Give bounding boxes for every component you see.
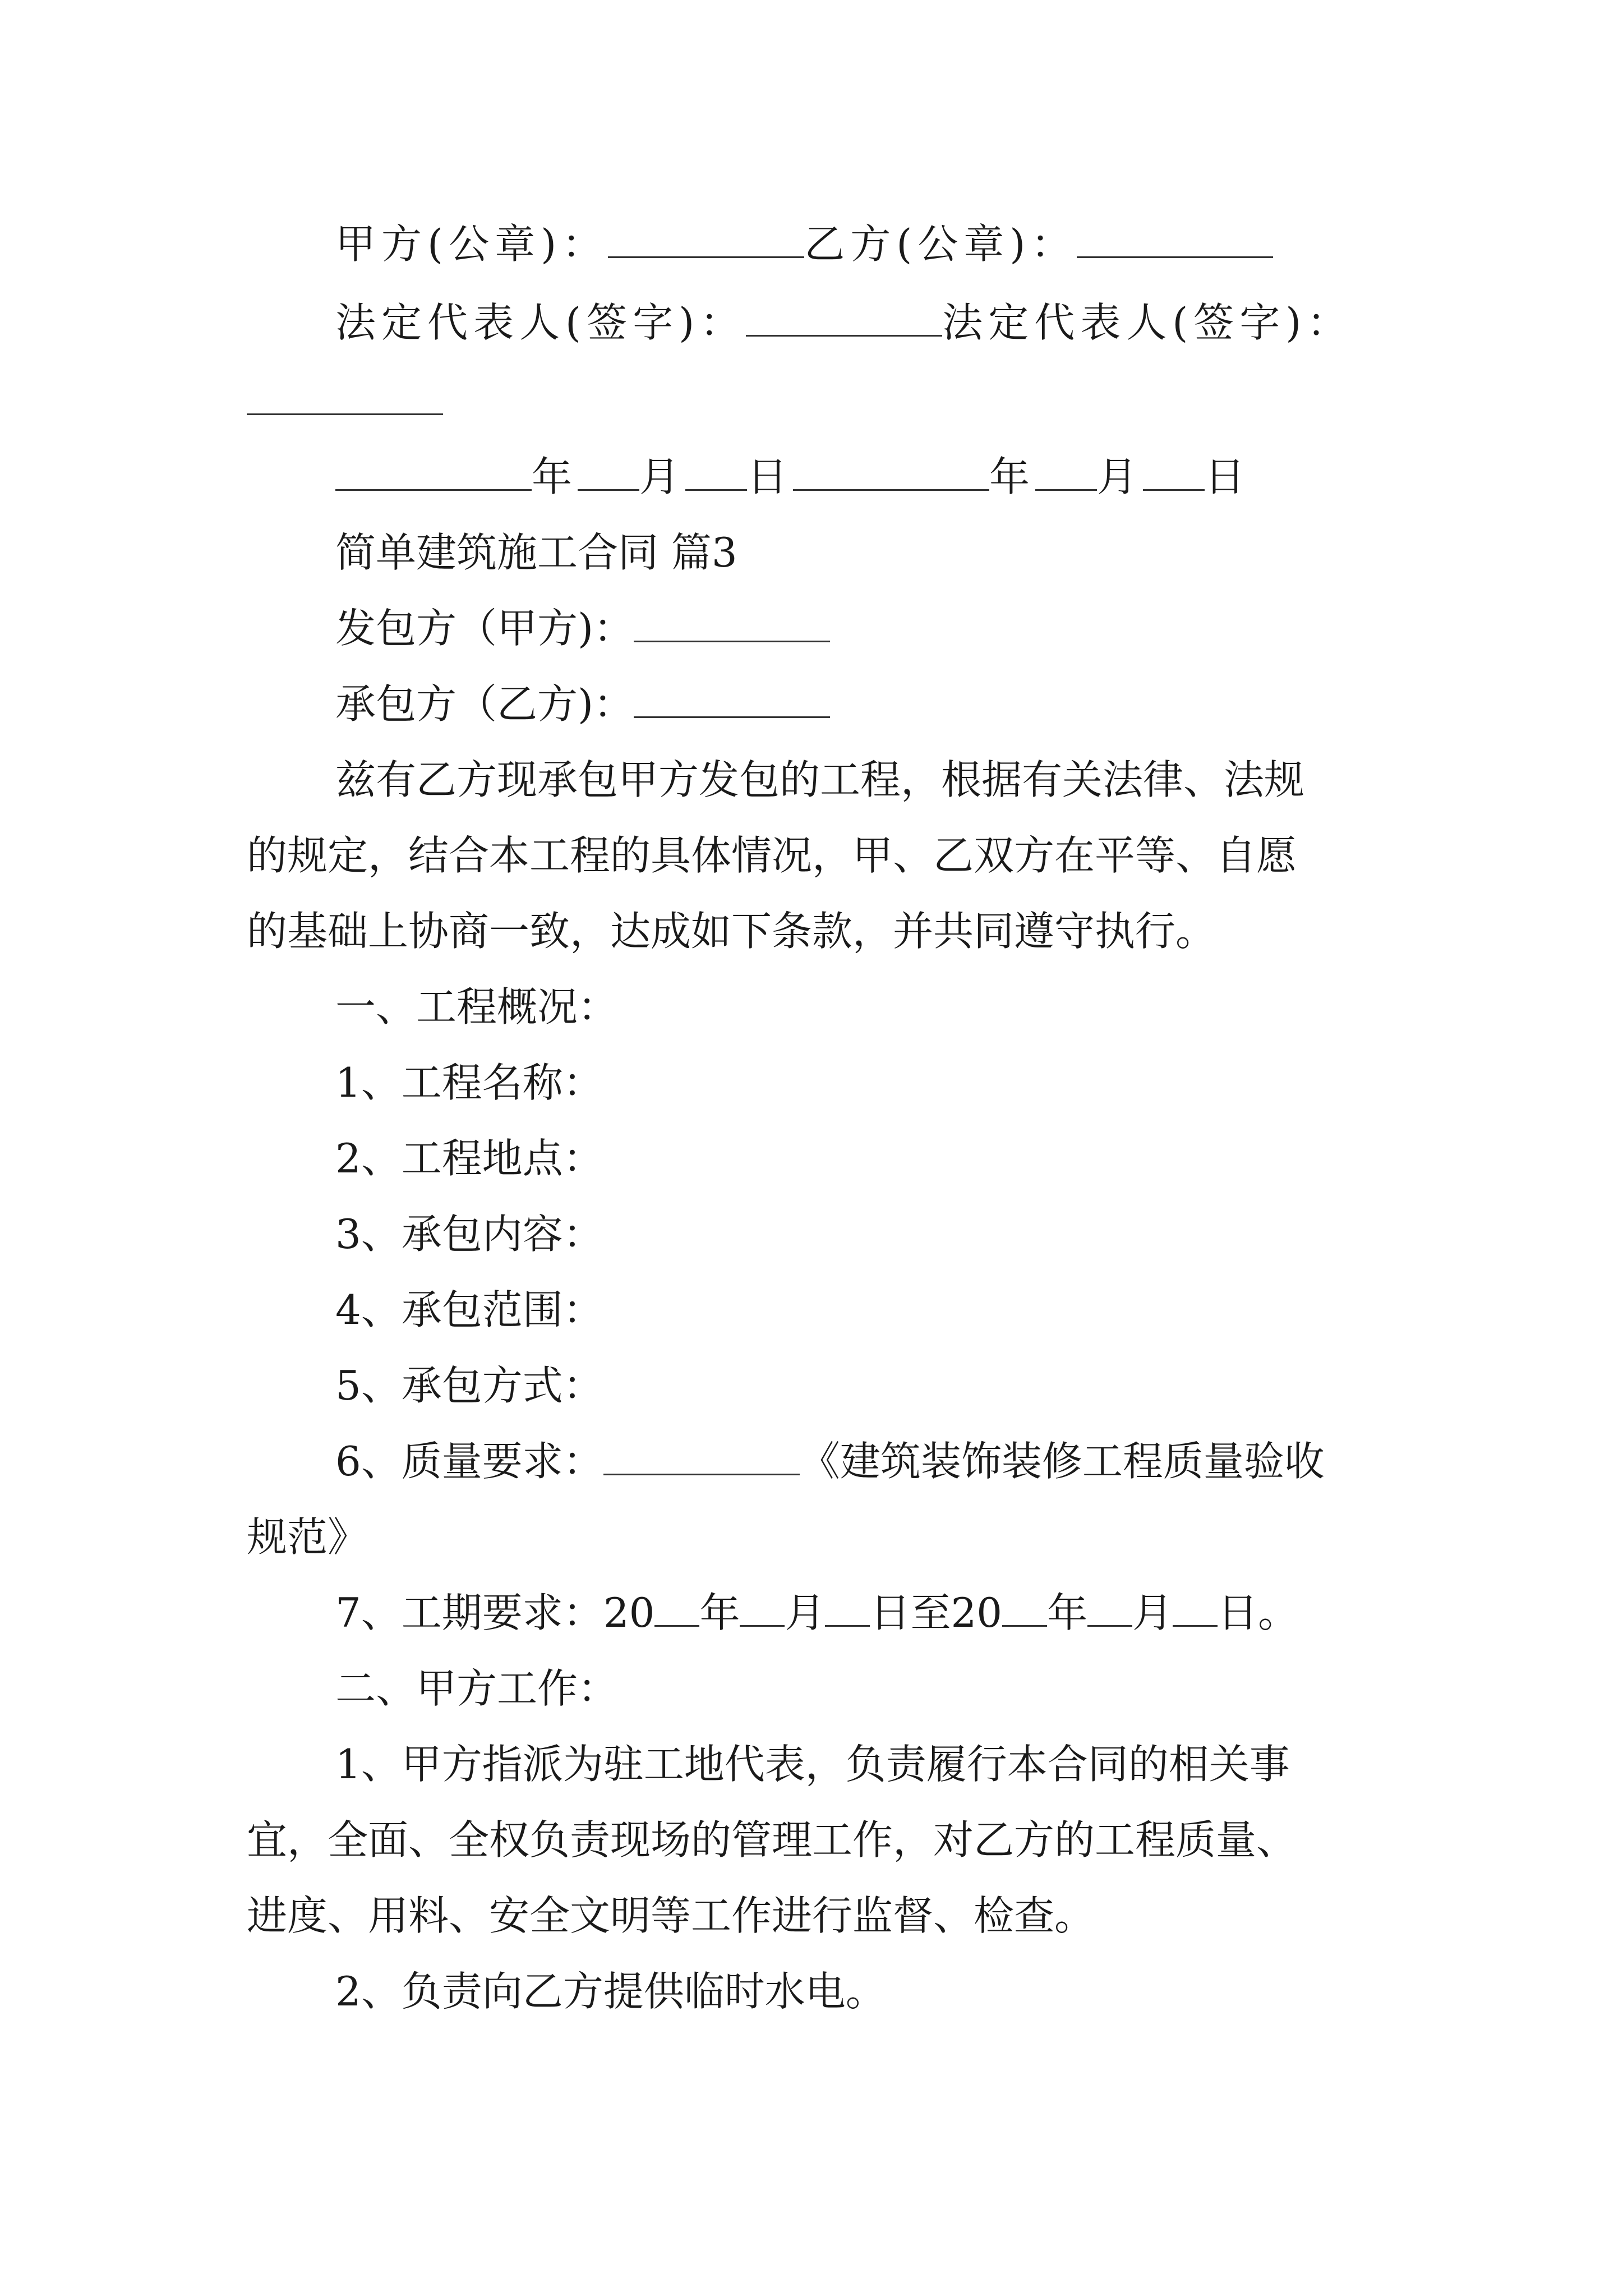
item-project-location: 2、工程地点： bbox=[335, 1135, 603, 1182]
item-project-name: 1、工程名称： bbox=[335, 1059, 603, 1106]
blank-field bbox=[1143, 453, 1205, 491]
section1-heading: 一、工程概况： bbox=[335, 983, 619, 1030]
section2-item1-line2: 宜，全面、全权负责现场的管理工作，对乙方的工程质量、 bbox=[247, 1816, 1297, 1864]
blank-field bbox=[247, 378, 443, 415]
contractor-line bbox=[335, 603, 1479, 654]
blank-field bbox=[793, 453, 989, 491]
day-label: 日 bbox=[747, 453, 794, 500]
section2-item2: 2、负责向乙方提供临时水电。 bbox=[335, 1968, 886, 2015]
blank-field bbox=[603, 1438, 800, 1475]
day-label: 日 bbox=[1205, 453, 1251, 500]
blank-field bbox=[1002, 1589, 1047, 1627]
party-b-seal-label: 乙方(公章)： bbox=[804, 220, 1077, 268]
blank-field bbox=[634, 605, 830, 642]
blank-field bbox=[654, 1589, 699, 1627]
blank-field bbox=[1087, 1589, 1132, 1627]
section2-item1-line1: 1、甲方指派为驻工地代表，负责履行本合同的相关事 bbox=[335, 1741, 1290, 1788]
blank-field bbox=[578, 453, 639, 491]
representative-line bbox=[335, 297, 1479, 348]
item-contract-content: 3、承包内容： bbox=[335, 1211, 603, 1258]
period-end: 日。 bbox=[1218, 1589, 1299, 1636]
subcontractor-label: 承包方（乙方)： bbox=[335, 680, 634, 728]
quality-standard-continued: 规范》 bbox=[247, 1513, 368, 1561]
blank-field bbox=[746, 299, 942, 337]
date-line bbox=[335, 452, 1479, 502]
representative-blank-line bbox=[247, 376, 1391, 426]
period-prefix: 20 bbox=[603, 1589, 655, 1636]
blank-field bbox=[1077, 220, 1273, 258]
blank-field bbox=[608, 220, 804, 258]
month-label: 月 bbox=[1097, 453, 1144, 500]
period-to: 日至20 bbox=[870, 1589, 1003, 1636]
year-label: 年 bbox=[532, 453, 578, 500]
party-a-rep-label: 法定代表人(签字)： bbox=[335, 299, 746, 346]
blank-field bbox=[825, 1589, 870, 1627]
contractor-label: 发包方（甲方)： bbox=[335, 605, 634, 652]
intro-line-3: 的基础上协商一致，达成如下条款，并共同遵守执行。 bbox=[247, 908, 1216, 955]
month-label: 月 bbox=[1132, 1589, 1173, 1636]
blank-field bbox=[335, 453, 532, 491]
party-b-rep-label: 法定代表人(签字)： bbox=[942, 299, 1353, 346]
blank-field bbox=[740, 1589, 785, 1627]
intro-line-2: 的规定，结合本工程的具体情况，甲、乙双方在平等、自愿 bbox=[247, 832, 1297, 879]
section-title: 简单建筑施工合同 篇3 bbox=[335, 529, 737, 576]
item-quality bbox=[335, 1436, 1479, 1487]
party-a-seal-label: 甲方(公章)： bbox=[335, 220, 608, 268]
subcontractor-line bbox=[335, 679, 1479, 729]
blank-field bbox=[1173, 1589, 1218, 1627]
section2-heading: 二、甲方工作： bbox=[335, 1665, 619, 1712]
year-label: 年 bbox=[1047, 1589, 1088, 1636]
item-contract-scope: 4、承包范围： bbox=[335, 1286, 603, 1333]
month-label: 月 bbox=[639, 453, 686, 500]
year-label: 年 bbox=[699, 1589, 740, 1636]
year-label: 年 bbox=[989, 453, 1036, 500]
month-label: 月 bbox=[785, 1589, 826, 1636]
blank-field bbox=[1035, 453, 1097, 491]
blank-field bbox=[634, 680, 830, 718]
blank-field bbox=[685, 453, 747, 491]
quality-standard: 《建筑装饰装修工程质量验收 bbox=[799, 1438, 1325, 1485]
item-contract-method: 5、承包方式： bbox=[335, 1362, 603, 1409]
item-period bbox=[335, 1588, 1479, 1638]
seal-line bbox=[335, 219, 1479, 269]
quality-label: 6、质量要求： bbox=[335, 1438, 603, 1485]
period-label: 7、工期要求： bbox=[335, 1589, 603, 1636]
section2-item1-line3: 进度、用料、安全文明等工作进行监督、检查。 bbox=[247, 1892, 1095, 1939]
intro-line-1: 兹有乙方现承包甲方发包的工程，根据有关法律、法规 bbox=[335, 756, 1305, 803]
